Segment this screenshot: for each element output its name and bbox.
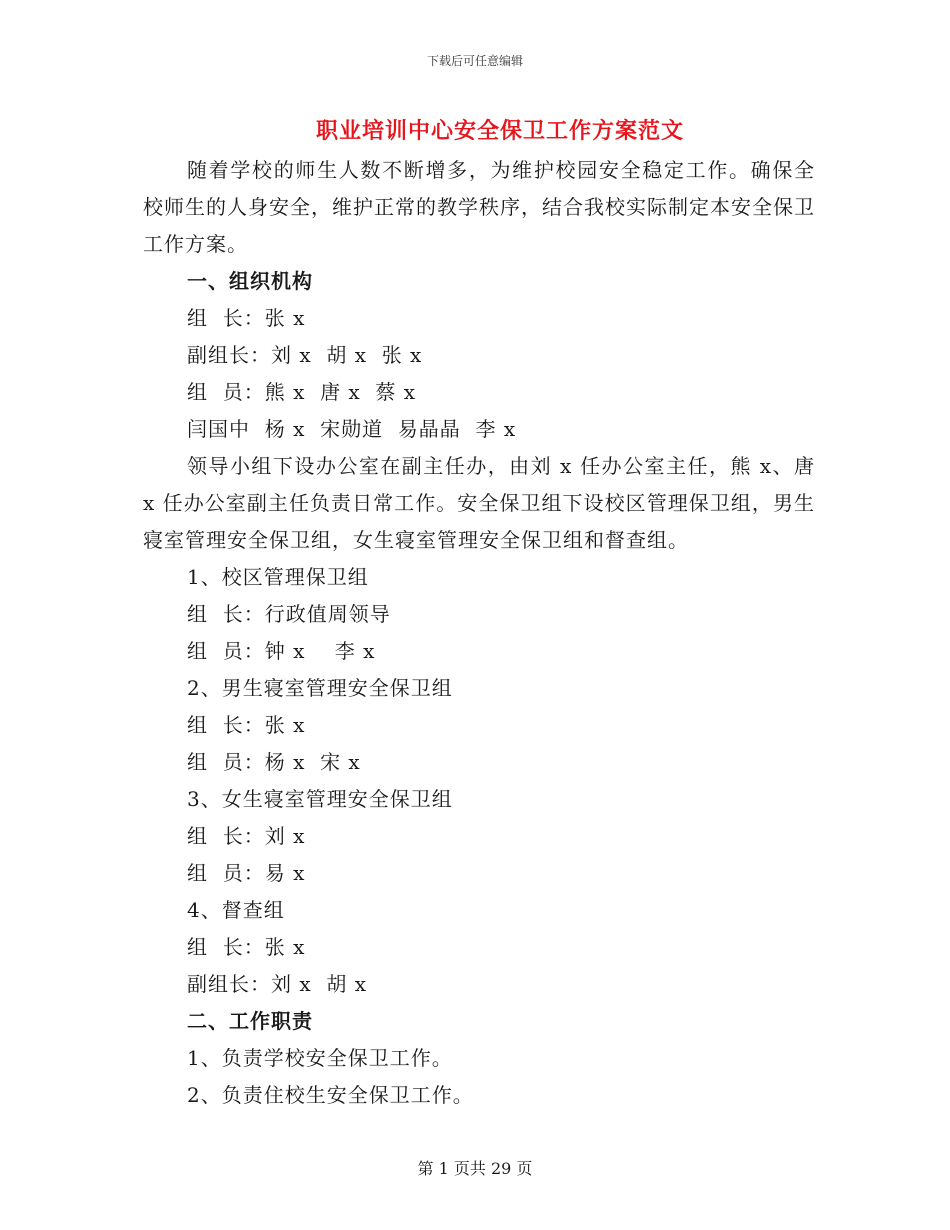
office-paragraph: 领导小组下设办公室在副主任办，由刘 x 任办公室主任，熊 x、唐 x 任办公室副主任负责日常工作。安全保卫组下设校区管理保卫组，男生寝室管理安全保卫组，女生寝室管理安全保卫组和督查组。: [143, 454, 815, 552]
group-line: 副组长：刘 x 胡 x: [187, 972, 367, 996]
section-heading-duties: 二、工作职责: [187, 1009, 313, 1033]
group-line: 组 员：钟 x 李 x: [187, 639, 376, 663]
intro-paragraph: 随着学校的师生人数不断增多，为维护校园安全稳定工作。确保全校师生的人身安全，维护正常的教学秩序，结合我校实际制定本安全保卫工作方案。: [143, 158, 815, 256]
group-title: 1、校区管理保卫组: [187, 565, 369, 589]
page-header: 下载后可任意编辑: [426, 54, 523, 68]
org-line: 组 长：张 x: [187, 306, 306, 330]
group-line: 组 长：行政值周领导: [187, 602, 391, 626]
org-line: 闫国中 杨 x 宋勋道 易晶晶 李 x: [187, 417, 517, 441]
group-line: 组 长：张 x: [187, 935, 306, 959]
duty-item: 2、负责住校生安全保卫工作。: [187, 1083, 474, 1107]
org-line: 组 员：熊 x 唐 x 蔡 x: [187, 380, 417, 404]
group-line: 组 长：张 x: [187, 713, 306, 737]
group-title: 3、女生寝室管理安全保卫组: [187, 787, 453, 811]
group-title: 2、男生寝室管理安全保卫组: [187, 676, 453, 700]
org-line: 副组长：刘 x 胡 x 张 x: [187, 343, 423, 367]
duty-item: 1、负责学校安全保卫工作。: [187, 1046, 453, 1070]
section-heading-organization: 一、组织机构: [187, 269, 313, 293]
group-line: 组 员：杨 x 宋 x: [187, 750, 361, 774]
group-line: 组 员：易 x: [187, 861, 306, 885]
page-footer: 第 1 页共 29 页: [417, 1159, 533, 1178]
group-line: 组 长：刘 x: [187, 824, 306, 848]
document-title: 职业培训中心安全保卫工作方案范文: [315, 118, 684, 144]
group-title: 4、督查组: [187, 898, 285, 922]
document-body: [143, 152, 815, 1114]
